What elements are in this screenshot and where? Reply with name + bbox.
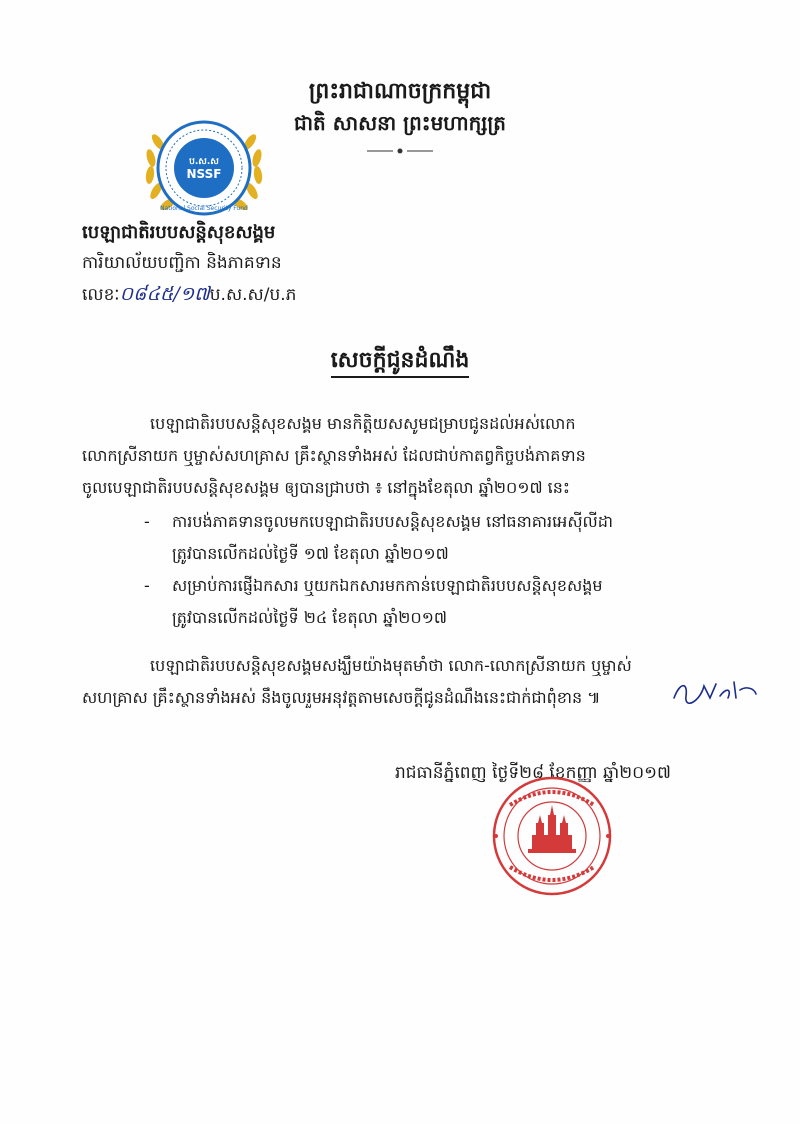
list-item [144, 570, 613, 634]
official-seal-stamp [472, 775, 632, 897]
bullet-list [144, 506, 614, 634]
divider-ornament [365, 146, 435, 156]
logo-abbr: ប.ស.ស [189, 157, 219, 167]
paragraph-line: បេឡាជាតិរបបសន្តិសុខសង្គម មានកិត្តិយសសូមជម្រាបជូនដល់អស់លោក [150, 414, 576, 433]
ref-number: ០៨៤៥ [119, 283, 174, 305]
paragraph-line: លោកស្រីនាយក ឬម្ចាស់សហគ្រាស គ្រឹះស្ថានទាំងអស់ ដែលជាប់កាតព្វកិច្ចបង់ភាគទាន [82, 446, 586, 465]
sender-organization: បេឡាជាតិរបបសន្តិសុខសង្គម [82, 222, 276, 243]
paragraph-line: បេឡាជាតិរបបសន្តិសុខសង្គមសង្ឃឹមយ៉ាងមុតមាំថា លោក-លោកស្រីនាយក ឬម្ចាស់ [150, 656, 632, 675]
ref-suffix: ប.ស.ស/ប.ភ [209, 285, 297, 305]
ref-year: /១៧ [173, 283, 210, 305]
document-title-wrap [0, 346, 800, 378]
sender-office: ការិយាល័យបញ្ជិកា និងភាគទាន [82, 253, 282, 273]
bullet-dash: - [144, 512, 150, 531]
intro-paragraph [82, 408, 720, 504]
nssf-logo [140, 112, 268, 222]
bullet-line: សម្រាប់ការផ្ញើឯកសារ ឬយកឯកសារមកកាន់បេឡាជាតិរបបសន្តិសុខសង្គម [172, 576, 603, 595]
bullet-line: ការបង់ភាគទានចូលមកបេឡាជាតិរបបសន្តិសុខសង្គម នៅធនាគារអេស៊ីលីដា [172, 512, 614, 531]
bullet-line: ត្រូវបានលើកដល់ថ្ងៃទី ១៧ ខែតុលា ឆ្នាំ២០១៧ [172, 544, 449, 563]
logo-acronym: NSSF [186, 167, 222, 181]
paragraph-line: សហគ្រាស គ្រឹះស្ថានទាំងអស់ នឹងចូលរួមអនុវត្តតាមសេចក្តីជូនដំណឹងនេះជាក់ជាពុំខាន ៕ [82, 688, 601, 707]
national-motto: ជាតិ សាសនា ព្រះមហាក្សត្រ [294, 111, 506, 135]
place-date-line: រាជធានីភ្នំពេញ ថ្ងៃទី២៨ ខែកញ្ញា ឆ្នាំ២០១៧ [395, 763, 671, 783]
bullet-dash: - [144, 576, 150, 595]
document-title: សេចក្តីជូនដំណឹង [331, 348, 470, 378]
ref-prefix: លេខៈ [82, 285, 120, 305]
closing-paragraph [82, 650, 720, 714]
logo-english: National Social Security Fund [160, 205, 248, 212]
bullet-line: ត្រូវបានលើកដល់ថ្ងៃទី ២៤ ខែតុលា ឆ្នាំ២០១៧ [172, 608, 447, 627]
list-item [144, 506, 614, 570]
initials-signature [670, 676, 760, 706]
kingdom-heading: ព្រះរាជាណាចក្រកម្ពុជា [308, 78, 492, 104]
reference-number [82, 282, 296, 310]
paragraph-line: ចូលបេឡាជាតិរបបសន្តិសុខសង្គម ឲ្យបានជ្រាបថា ៖ នៅក្នុងខែតុលា ឆ្នាំ២០១៧ នេះ [82, 478, 570, 497]
